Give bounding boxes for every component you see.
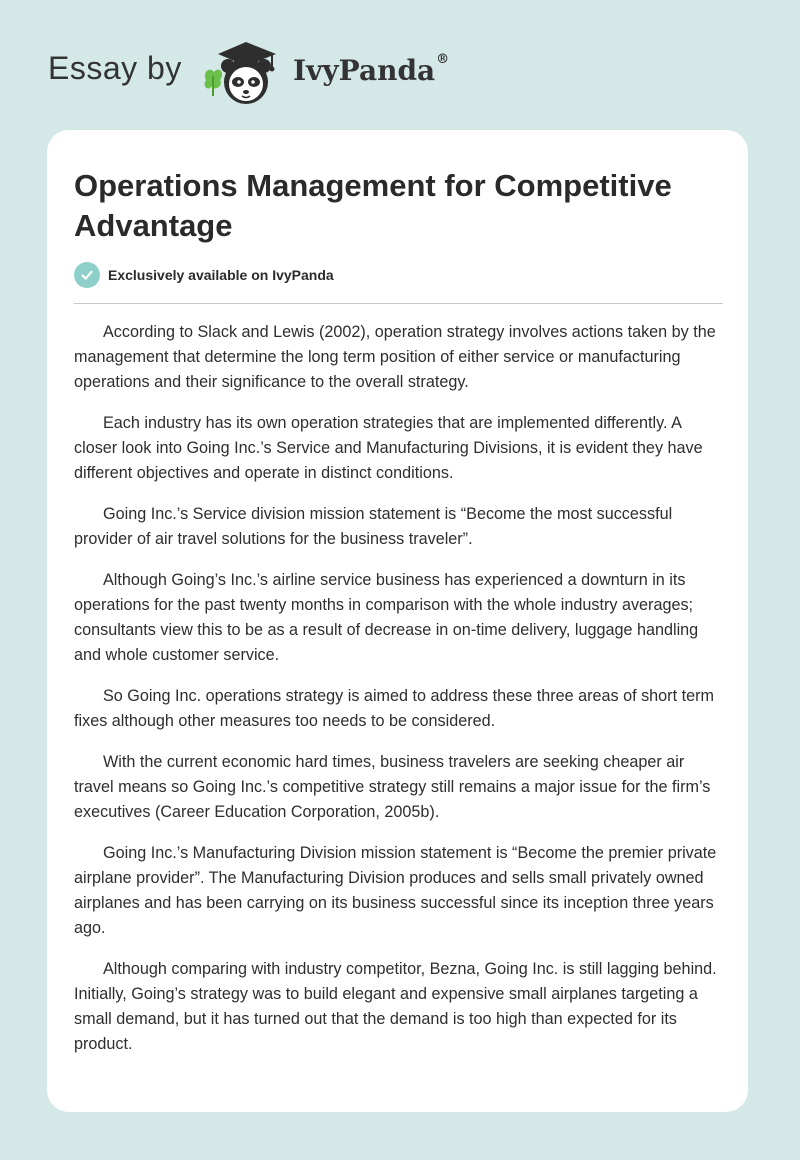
essay-card xyxy=(47,130,748,1112)
paragraph: So Going Inc. operations strategy is aimed to address these three areas of short term fixes although other measures too needs to be considered. xyxy=(74,687,714,730)
check-circle-icon xyxy=(74,262,100,288)
paragraph: Although comparing with industry competitor, Bezna, Going Inc. is still lagging behind. Initially, Going’s strategy was to build elegant and expensive small airplanes targeting a small demand, but it has turned out that the demand is too high than expected for its product. xyxy=(74,960,717,1053)
paragraph: Going Inc.’s Service division mission statement is “Become the most successful provider of air travel solutions for the business traveler”. xyxy=(74,505,673,548)
exclusive-badge-text: Exclusively available on IvyPanda xyxy=(108,267,334,283)
paragraph: Although Going’s Inc.’s airline service business has experienced a downturn in its operations for the past twenty months in comparison with the whole industry averages; consultants view this to be as a result of decrease in on-time delivery, luggage handling and whole customer service. xyxy=(74,571,699,664)
title-divider xyxy=(74,303,723,304)
brand-logo-text[interactable] xyxy=(293,54,449,87)
registered-mark: ® xyxy=(436,52,450,67)
brand-name: IvyPanda xyxy=(293,54,436,87)
exclusive-badge xyxy=(74,262,334,288)
paragraph: With the current economic hard times, business travelers are seeking cheaper air travel means so Going Inc.’s competitive strategy still remains a major issue for the firm’s executives (Career Education Corporation, 2005b). xyxy=(74,753,711,821)
site-header xyxy=(48,30,528,110)
paragraph: According to Slack and Lewis (2002), operation strategy involves actions taken by the management that determine the long term position of either service or manufacturing operations and their significance to the overall strategy. xyxy=(74,323,716,391)
essay-by-label: Essay by xyxy=(48,50,182,86)
page-title: Operations Management for Competitive Advantage xyxy=(74,168,672,243)
paragraph: Going Inc.’s Manufacturing Division mission statement is “Become the premier private airplane provider”. The Manufacturing Division produces and sells small privately owned airplanes and has been carrying on its business successful since its inception three years ago. xyxy=(74,844,717,937)
essay-body xyxy=(74,320,726,1073)
paragraph: Each industry has its own operation strategies that are implemented differently. A closer look into Going Inc.’s Service and Manufacturing Divisions, it is evident they have different objectives and operate in distinct conditions. xyxy=(74,414,703,482)
panda-graduation-cap-icon[interactable] xyxy=(200,36,280,108)
